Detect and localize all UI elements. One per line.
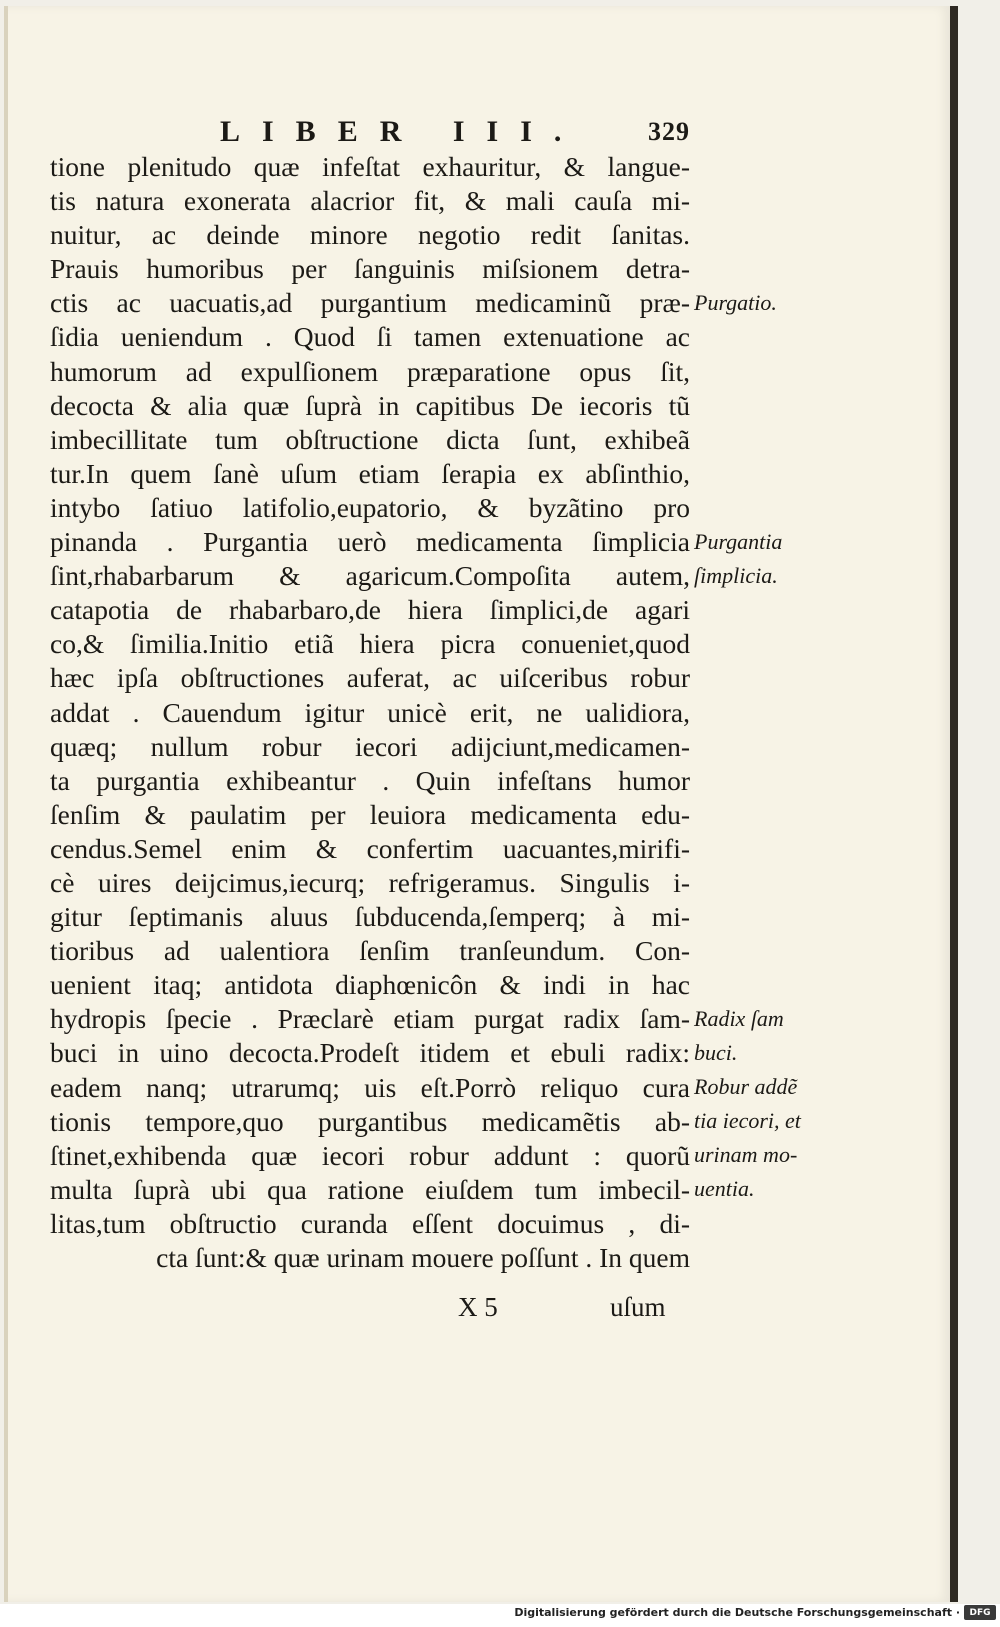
text-line: Prauis humoribus per ſanguinis miſsionem detra-: [50, 253, 690, 285]
text-line: ſenſim & paulatim per leuiora medicamenta edu-: [50, 798, 690, 830]
text-line: ctis ac uacuatis,ad purgantium medicaminũ præ-: [50, 287, 690, 319]
digitization-credit: Digitalisierung gefördert durch die Deutsche Forschungsgemeinschaft ·: [514, 1606, 960, 1619]
text-line: gitur ſeptimanis aluus ſubducenda,ſemperq; à mi-: [50, 901, 690, 933]
text-line: imbecillitate tum obſtructione dicta ſunt, exhibeã: [50, 423, 690, 455]
text-line: co,& ſimilia.Initio etiã hiera picra conueniet,quod: [50, 628, 690, 660]
text-line: pinanda . Purgantia uerò medicamenta ſimplicia: [50, 526, 690, 558]
sidenote-robur-2: tia iecori, et: [694, 1108, 801, 1133]
text-line: buci in uino decocta.Prodeſt itidem et ebuli radix:: [50, 1037, 690, 1069]
sidenote-buci: buci.: [694, 1040, 738, 1065]
dfg-logo-icon: DFG: [964, 1605, 996, 1620]
catchword: uſum: [610, 1292, 666, 1322]
text-line: nuitur, ac deinde minore negotio redit ſanitas.: [50, 219, 690, 251]
text-line: ſidia ueniendum . Quod ſi tamen extenuatione ac: [50, 321, 690, 353]
text-line: quæq; nullum robur iecori adijciunt,medicamen-: [50, 730, 690, 762]
text-line: ta purgantia exhibeantur . Quin infeſtans humor: [50, 764, 690, 796]
text-line: tione plenitudo quæ infeſtat exhauritur, & langue-: [50, 151, 690, 182]
text-line: intybo ſatiuo latifolio,eupatorio, & byzãtino pro: [50, 491, 690, 523]
running-head: [220, 112, 690, 152]
text-line: ſint,rhabarbarum & agaricum.Compoſita autem,: [50, 560, 690, 592]
sidenote-robur-4: uentia.: [694, 1176, 755, 1201]
text-line: multa ſuprà ubi qua ratione eiuſdem tum imbecil-: [50, 1173, 690, 1205]
sidenote-robur-3: urinam mo-: [694, 1142, 798, 1167]
text-line: tur.In quem ſanè uſum etiam ſerapia ex abſinthio,: [50, 457, 690, 489]
text-line: cendus.Semel enim & confertim uacuantes,mirifi-: [50, 832, 690, 864]
text-line: eadem nanq; utrarumq; uis eſt.Porrò reliquo cura: [50, 1071, 690, 1103]
text-line: hæc ipſa obſtructiones auferat, ac uiſceribus robur: [50, 662, 690, 694]
signature-mark: X 5: [458, 1292, 498, 1322]
text-line: tionis tempore,quo purgantibus medicamẽtis ab-: [50, 1105, 690, 1137]
sidenote-robur: Robur addẽ: [694, 1074, 798, 1099]
sidenote-purgantia: Purgantia: [694, 529, 783, 554]
text-line: ſtinet,exhibenda quæ iecori robur addunt : quorũ: [50, 1139, 690, 1171]
body-text: [50, 150, 690, 1275]
text-line: tis natura exonerata alacrior fit, & mali cauſa mi-: [50, 185, 690, 217]
text-line: addat . Cauendum igitur unicè erit, ne ualidiora,: [50, 696, 690, 728]
text-line: humorum ad expulſionem præparatione opus ſit,: [50, 355, 690, 387]
page-number: 329: [648, 117, 690, 146]
text-line: litas,tum obſtructio curanda eſſent docuimus , di-: [50, 1207, 690, 1239]
sidenote-purgatio: Purgatio.: [694, 290, 777, 315]
sidenote-radix: Radix ſam: [694, 1006, 784, 1031]
sidenote-simplicia: ſimplicia.: [694, 563, 778, 588]
text-line: uenient itaq; antidota diaphœnicôn & indi in hac: [50, 969, 690, 1001]
text-line: tioribus ad ualentiora ſenſim tranſeundum. Con-: [50, 935, 690, 967]
running-head-title: LIBER III.: [220, 115, 584, 148]
text-line: decocta & alia quæ ſuprà in capitibus De iecoris tũ: [50, 389, 690, 421]
text-line: catapotia de rhabarbaro,de hiera ſimplici,de agari: [50, 594, 690, 626]
text-line: hydropis ſpecie . Præclarè etiam purgat radix ſam-: [50, 1003, 690, 1035]
page-edge: [4, 6, 8, 1602]
text-line: cè uires deijcimus,iecurq; refrigeramus. Singulis i-: [50, 866, 690, 898]
text-line: cta ſunt:& quæ urinam mouere poſſunt . In quem: [156, 1242, 690, 1273]
